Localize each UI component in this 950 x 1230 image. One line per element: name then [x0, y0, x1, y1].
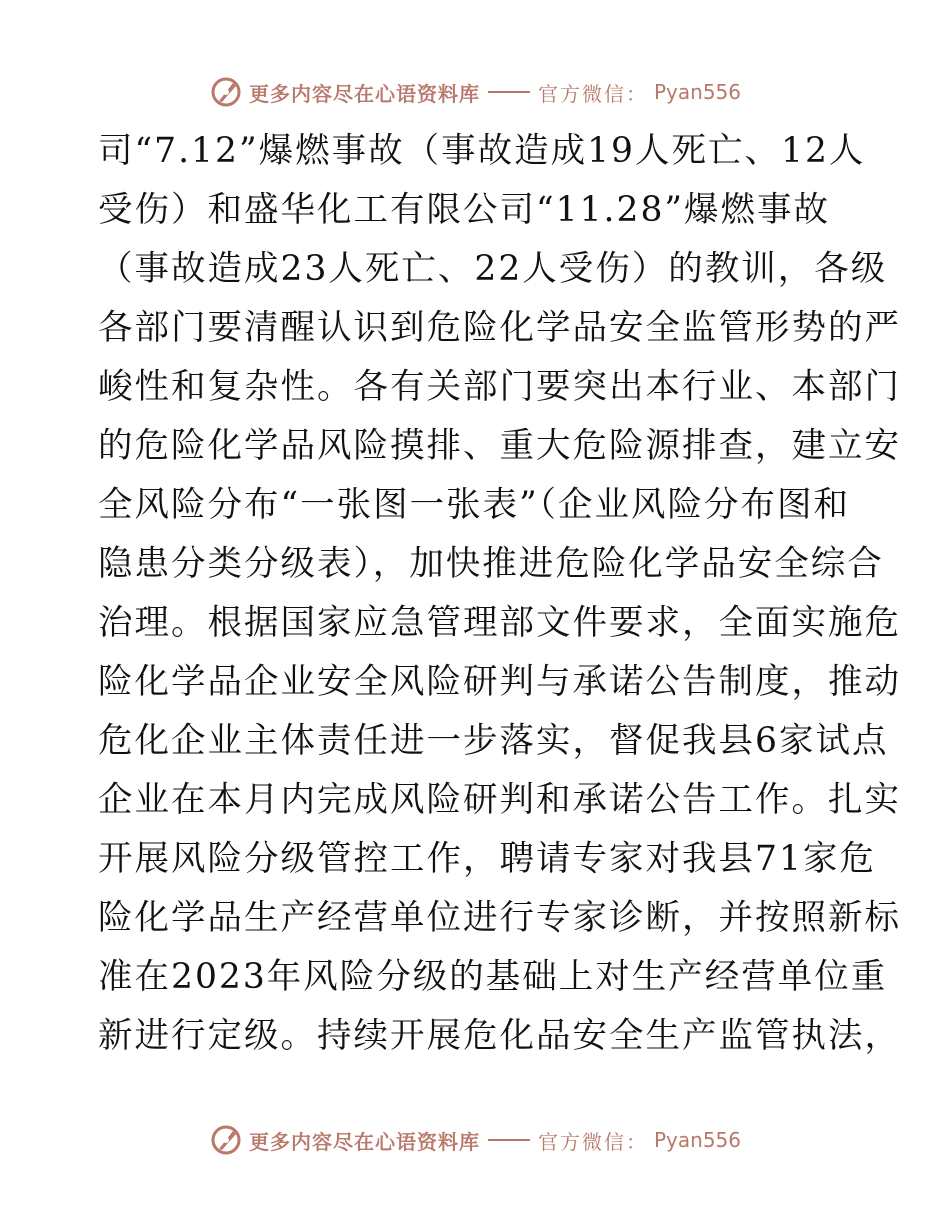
body-line: 治理。根据国家应急管理部文件要求，全面实施危 — [98, 603, 901, 643]
body-line: 险化学品生产经营单位进行专家诊断，并按照新标 — [98, 898, 901, 938]
body-line: 险化学品企业安全风险研判与承诺公告制度，推动 — [98, 662, 901, 702]
document-body — [98, 122, 901, 1066]
header-watermark — [0, 72, 950, 112]
body-line: 全风险分布“一张图一张表”（企业风险分布图和 — [98, 485, 851, 525]
body-line: 危化企业主体责任进一步落实，督促我县6家试点 — [98, 721, 889, 761]
body-line: 新进行定级。持续开展危化品安全生产监管执法， — [98, 1016, 901, 1056]
watermark-wechat-id: Pyan556 — [653, 80, 741, 104]
quill-logo-icon — [209, 75, 243, 109]
body-line: 司“7.12”爆燃事故（事故造成19人死亡、12人 — [98, 131, 866, 171]
watermark-site-text: 更多内容尽在心语资料库 — [248, 81, 480, 106]
quill-logo-icon — [209, 1123, 243, 1157]
watermark-official-label: 官方微信： — [537, 81, 648, 106]
body-line: 企业在本月内完成风险研判和承诺公告工作。扎实 — [98, 780, 901, 820]
watermark-wechat-id: Pyan556 — [653, 1128, 741, 1152]
footer-watermark — [0, 1120, 950, 1160]
body-line: （事故造成23人死亡、22人受伤）的教训，各级 — [98, 249, 888, 289]
body-line: 各部门要清醒认识到危险化学品安全监管形势的严 — [98, 308, 901, 348]
body-line: 隐患分类分级表），加快推进危险化学品安全综合 — [98, 544, 884, 584]
watermark-official-label: 官方微信： — [537, 1129, 648, 1154]
watermark-site-text: 更多内容尽在心语资料库 — [248, 1129, 480, 1154]
watermark-separator — [488, 91, 530, 93]
body-line: 受伤）和盛华化工有限公司“11.28”爆燃事故 — [98, 190, 831, 230]
watermark-separator — [488, 1139, 530, 1141]
body-line: 准在2023年风险分级的基础上对生产经营单位重 — [98, 957, 888, 997]
body-line: 开展风险分级管控工作，聘请专家对我县71家危 — [98, 839, 876, 879]
body-line: 的危险化学品风险摸排、重大危险源排查，建立安 — [98, 426, 901, 466]
body-line: 峻性和复杂性。各有关部门要突出本行业、本部门 — [98, 367, 901, 407]
